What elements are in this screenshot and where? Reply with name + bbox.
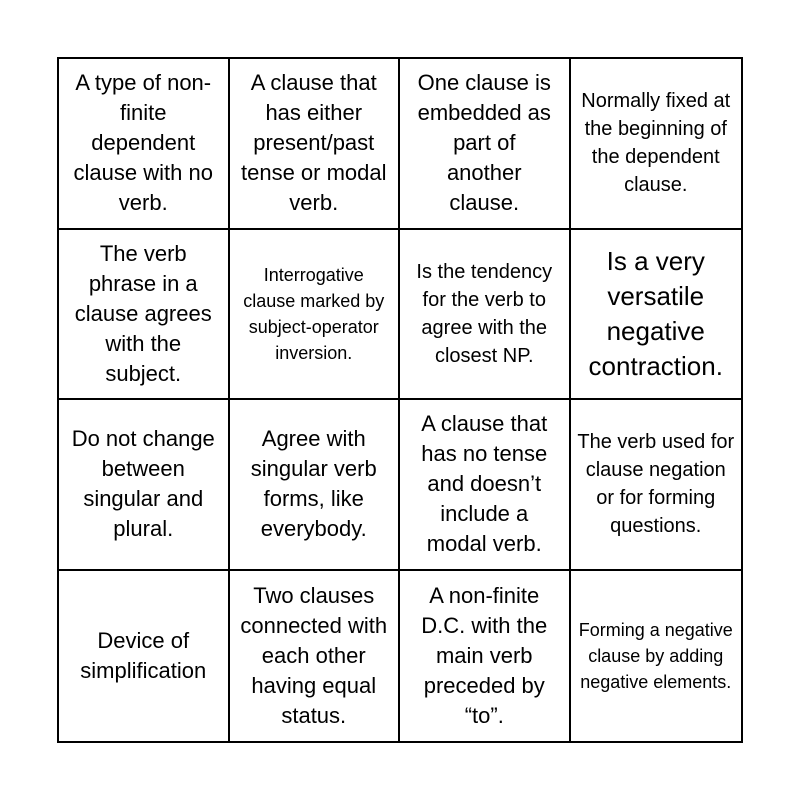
- bingo-cell-4-2[interactable]: [230, 571, 401, 742]
- cell-text: Is the tendency for the verb to agree with the closest NP.: [416, 260, 553, 367]
- cell-text: Two clauses connected with each other having equal status.: [240, 582, 388, 728]
- cell-text: The verb used for clause negation or for forming questions.: [577, 431, 735, 538]
- bingo-cell-1-4[interactable]: [571, 59, 742, 230]
- bingo-cell-3-2[interactable]: [230, 400, 401, 571]
- cell-text: Forming a negative clause by adding negative elements.: [578, 619, 733, 692]
- bingo-cell-3-4[interactable]: [571, 400, 742, 571]
- cell-text: Normally fixed at the beginning of the dependent clause.: [581, 90, 731, 197]
- bingo-cell-2-4[interactable]: [571, 230, 742, 401]
- bingo-cell-1-1[interactable]: [59, 59, 230, 230]
- cell-text: One clause is embedded as part of another clause.: [417, 70, 551, 216]
- bingo-cell-4-1[interactable]: [59, 571, 230, 742]
- bingo-card: [57, 57, 743, 743]
- cell-text: Device of simplification: [80, 627, 207, 683]
- bingo-cell-1-3[interactable]: [400, 59, 571, 230]
- cell-text: Interrogative clause marked by subject-operator inversion.: [243, 264, 385, 363]
- cell-text: Is a very versatile negative contraction.: [588, 245, 723, 381]
- bingo-cell-2-3[interactable]: [400, 230, 571, 401]
- cell-text: Do not change between singular and plural.: [71, 426, 215, 542]
- bingo-cell-4-4[interactable]: [571, 571, 742, 742]
- bingo-cell-2-2[interactable]: [230, 230, 401, 401]
- bingo-cell-4-3[interactable]: [400, 571, 571, 742]
- cell-text: A clause that has either present/past tense or modal verb.: [240, 70, 387, 216]
- bingo-cell-1-2[interactable]: [230, 59, 401, 230]
- bingo-cell-3-1[interactable]: [59, 400, 230, 571]
- cell-text: The verb phrase in a clause agrees with the subject.: [74, 240, 212, 386]
- cell-text: A non-finite D.C. with the main verb preceded by “to”.: [421, 582, 548, 728]
- cell-text: Agree with singular verb forms, like everybody.: [250, 426, 377, 542]
- bingo-cell-3-3[interactable]: [400, 400, 571, 571]
- cell-text: A clause that has no tense and doesn’t include a modal verb.: [421, 411, 548, 557]
- bingo-cell-2-1[interactable]: [59, 230, 230, 401]
- cell-text: A type of non-finite dependent clause with no verb.: [73, 70, 213, 216]
